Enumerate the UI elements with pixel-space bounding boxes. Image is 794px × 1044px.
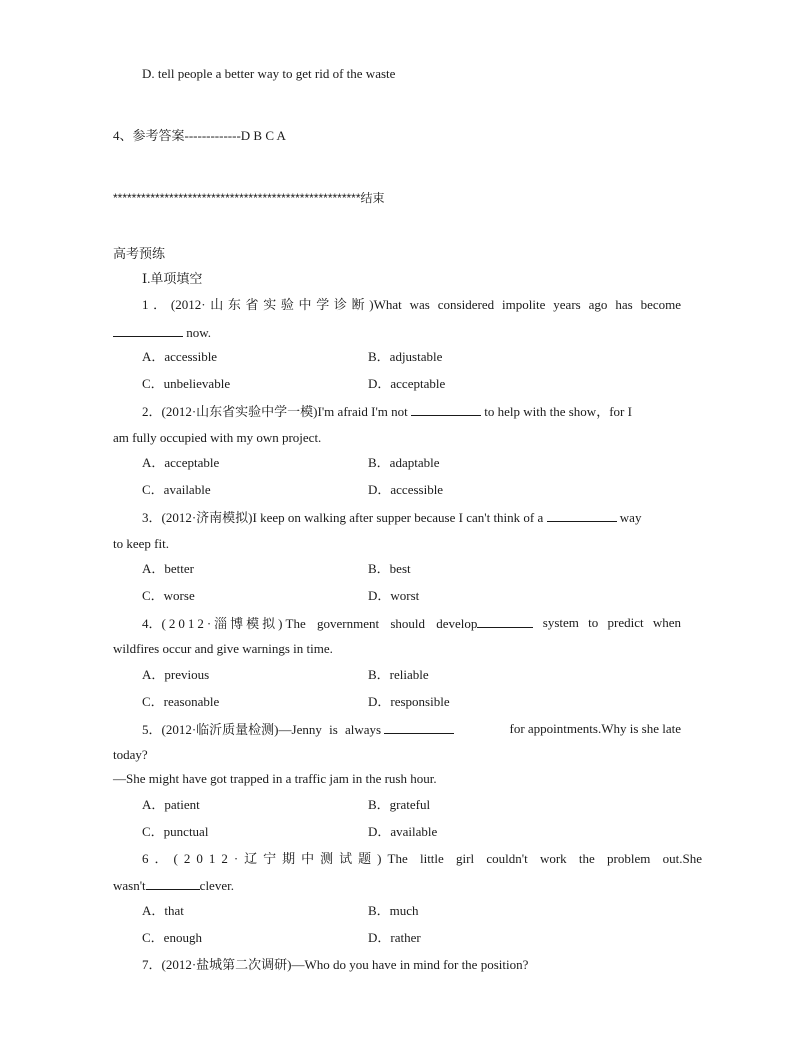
question-text: The little girl couldn't work the problem out.She — [387, 851, 702, 866]
question-text-after: wasn't — [113, 878, 146, 893]
question-source: (2012·山东省实验中学一模) — [161, 404, 318, 419]
question-2-option-c: C．available — [142, 482, 211, 497]
question-number: 3． — [142, 510, 162, 525]
question-text-mid: way — [619, 510, 642, 525]
question-number: 4． — [142, 616, 162, 631]
subsection-title: Ⅰ.单项填空 — [142, 271, 203, 286]
question-1-option-a: A．accessible — [142, 349, 218, 364]
question-source: (2012·临沂质量检测) — [161, 722, 279, 737]
question-3-option-b: B．best — [368, 561, 411, 576]
question-5-stem — [142, 721, 681, 738]
question-2-stem-cont: am fully occupied with my own project. — [113, 430, 322, 445]
question-source: (2012·辽宁期中测试题) — [173, 851, 388, 866]
question-5-reply: —She might have got trapped in a traffic jam in the rush hour. — [113, 771, 437, 786]
question-4-option-b: B．reliable — [368, 667, 429, 682]
question-1-stem-cont — [113, 324, 211, 341]
question-source: (2012·济南模拟) — [161, 510, 253, 525]
question-5-option-b: B．grateful — [368, 797, 431, 812]
answer-key-line: 4、参考答案-------------D B C A — [113, 128, 286, 143]
question-1-option-b: B．adjustable — [368, 349, 443, 364]
question-text: —Who do you have in mind for the position? — [291, 957, 529, 972]
previous-question-option-d: D. tell people a better way to get rid of the waste — [142, 66, 396, 81]
question-4-option-d: D．responsible — [368, 694, 450, 709]
section-title: 高考预练 — [113, 246, 166, 261]
question-text-mid: for appointments.Why is she late — [509, 721, 681, 736]
question-6-option-a: A．that — [142, 903, 184, 918]
question-text: I keep on walking after supper because I can't think of a — [252, 510, 544, 525]
question-number: 1． — [142, 297, 171, 312]
question-5-stem-cont: today? — [113, 747, 148, 762]
question-text: —Jenny is always — [278, 722, 382, 737]
question-4-stem-cont: wildfires occur and give warnings in time. — [113, 641, 333, 656]
question-text-after: now. — [183, 325, 212, 340]
question-3-stem-cont: to keep fit. — [113, 536, 169, 551]
question-3-option-d: D．worst — [368, 588, 420, 603]
answer-blank — [146, 877, 200, 890]
question-1-option-d: D．acceptable — [368, 376, 446, 391]
question-5-option-d: D．available — [368, 824, 438, 839]
question-6-option-c: C．enough — [142, 930, 202, 945]
question-text: I'm afraid I'm not — [317, 404, 408, 419]
question-2-stem — [142, 403, 632, 420]
question-number: 6． — [142, 851, 174, 866]
question-text: The government should develop — [285, 616, 478, 631]
question-4-option-a: A．previous — [142, 667, 210, 682]
question-source: (2012·山东省实验中学诊断) — [170, 297, 374, 312]
question-text-after-b: clever. — [199, 878, 234, 893]
question-text-mid: to help with the show，for I — [484, 404, 632, 419]
question-number: 5． — [142, 722, 162, 737]
question-2-option-d: D．accessible — [368, 482, 444, 497]
question-4-option-c: C．reasonable — [142, 694, 220, 709]
question-source: (2012·淄博模拟) — [161, 616, 286, 631]
question-5-option-c: C．punctual — [142, 824, 209, 839]
question-4-stem — [142, 615, 681, 632]
question-number: 2． — [142, 404, 162, 419]
question-2-option-b: B．adaptable — [368, 455, 440, 470]
question-6-option-d: D．rather — [368, 930, 421, 945]
question-text: What was considered impolite years ago has become — [373, 297, 681, 312]
end-marker-line: *****************************************************结束 — [113, 191, 385, 205]
question-3-option-c: C．worse — [142, 588, 195, 603]
answer-blank — [477, 615, 533, 628]
question-7-stem — [142, 957, 528, 973]
question-6-stem-cont — [113, 877, 234, 894]
answer-blank — [113, 324, 183, 337]
answer-blank — [384, 721, 454, 734]
question-text-mid: system to predict when — [542, 615, 681, 630]
question-1-stem — [142, 297, 681, 313]
answer-blank — [411, 403, 481, 416]
question-source: (2012·盐城第二次调研) — [161, 957, 292, 972]
question-2-option-a: A．acceptable — [142, 455, 220, 470]
question-3-option-a: A．better — [142, 561, 194, 576]
question-number: 7． — [142, 957, 162, 972]
question-5-option-a: A．patient — [142, 797, 200, 812]
question-1-option-c: C．unbelievable — [142, 376, 231, 391]
question-3-stem — [142, 509, 641, 526]
answer-blank — [547, 509, 617, 522]
question-6-stem — [142, 851, 702, 867]
question-6-option-b: B．much — [368, 903, 419, 918]
